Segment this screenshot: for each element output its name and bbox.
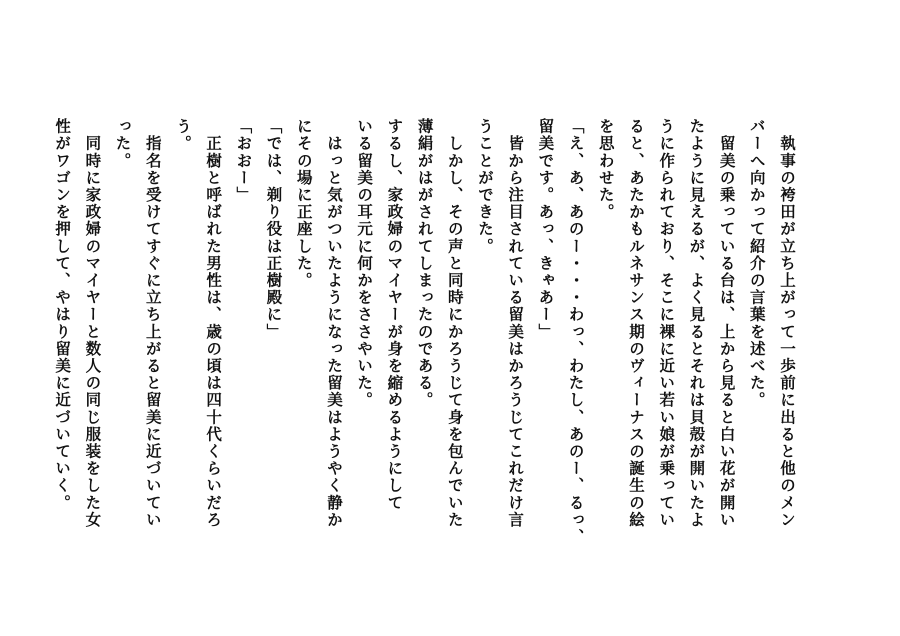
text-line: しかし、その声と同時にかろうじて身を包んでいた [445,118,465,529]
text-line: 執事の袴田が立ち上がって一歩前に出ると他のメン [778,118,797,529]
text-line: はっと気がついたようになった留美はようやく静か [324,118,344,529]
dialogue-line: 「では、剃り役は正樹殿に」 [264,118,284,341]
text-line: うに作られており、そこに裸に近い若い娘が乗ってい [657,118,677,529]
text-line: 正樹と呼ばれた男性は、歳の頃は四十代くらいだろ [204,118,224,529]
text-line: 薄絹がはがされてしまったのである。 [415,118,435,409]
text-line: うことができた。 [475,118,495,255]
text-line: ると、あたかもルネサンス期のヴィーナスの誕生の絵 [626,118,646,529]
text-line: を思わせた。 [596,118,616,221]
text-line: った。 [113,118,133,170]
text-line: 皆から注目されている留美はかろうじてこれだけ言 [506,118,526,529]
text-line: にその場に正座した。 [294,118,314,289]
dialogue-line: 「おおー」 [234,118,254,204]
text-line: バーへ向かって紹介の言葉を述べた。 [747,118,767,409]
text-line: う。 [173,118,193,153]
text-line: 指名を受けてすぐに立ち上がると留美に近づいてい [143,118,163,529]
text-line: 留美の乗っている台は、上から見ると白い花が開い [717,118,737,529]
dialogue-line: 「え、あ、あのー・・・わっ、わたし、あのー、るっ、 [566,118,586,546]
text-line: 性がワゴンを押して、やはり留美に近づいていく。 [53,118,73,512]
text-line: するし、家政婦のマイヤーが身を縮めるようにして [385,118,405,512]
dialogue-line: 留美です。あっ、きゃあー」 [536,118,556,341]
text-line: 同時に家政婦のマイヤーと数人の同じ服装をした女 [83,118,103,529]
text-line: たように見えるが、よく見るとそれは貝殻が開いたよ [687,118,707,529]
text-line: いる留美の耳元に何かをささやいた。 [355,118,375,409]
vertical-text-body [47,118,802,548]
